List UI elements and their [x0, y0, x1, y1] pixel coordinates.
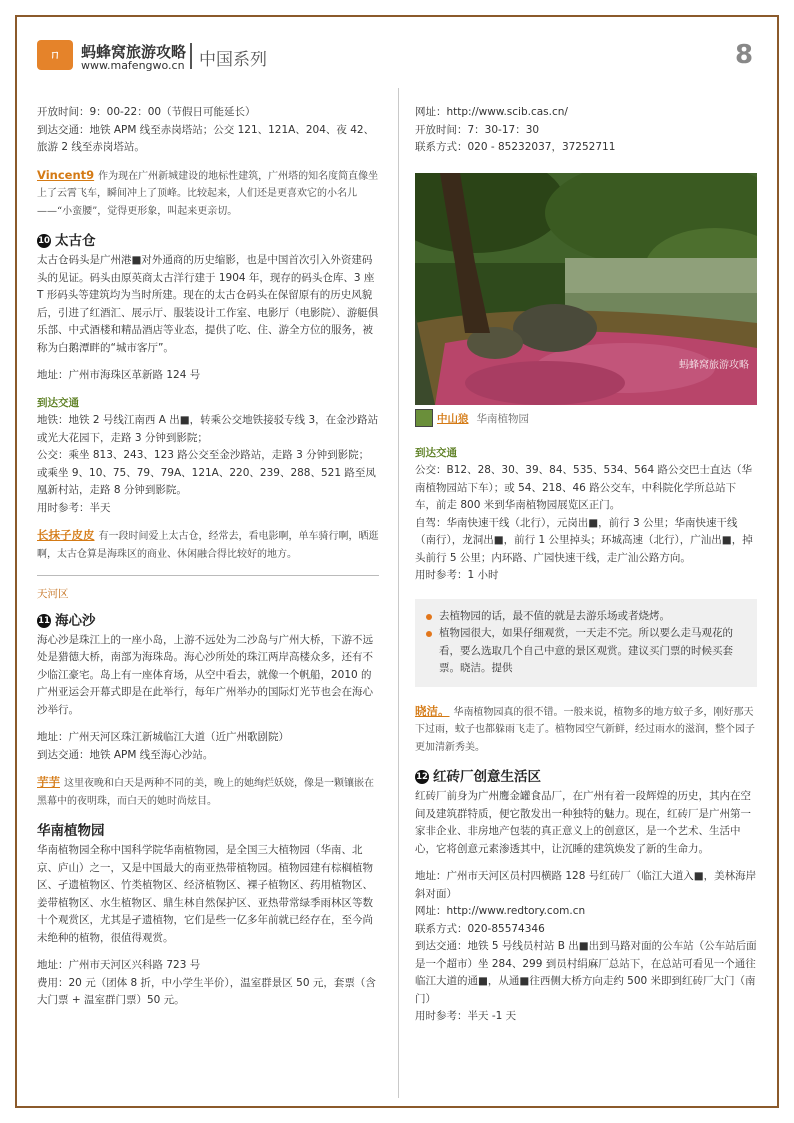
credit-username[interactable]: 中山狼: [437, 412, 469, 425]
brand-name: 蚂蜂窝旅游攻略: [81, 43, 187, 61]
avatar[interactable]: [415, 409, 433, 427]
contact-phone: 联系方式：020 - 85232037，37252711: [415, 141, 616, 153]
bus-info: 公交：B12、28、30、39、84、535、534、564 路公交巴士直达（华南植物园站下车）；或 54、218、46 路公交车，中科院化学所总站下车，前走 800 米到华南植物园展览区正门。: [415, 464, 752, 511]
number-badge-icon: 10: [38, 236, 50, 246]
right-column: [415, 104, 757, 1026]
section-divider: [37, 575, 379, 576]
duration: 用时参考：半天: [37, 501, 111, 514]
mafengwo-logo-icon: ㄇ: [37, 40, 73, 70]
comment-text: 华南植物园真的很不错。一般来说，植物多的地方蚊子多，刚好那天下过雨，蚊子也都躲雨飞走了。植物园空气新鲜，经过雨水的滋润，整个园子更加清新秀美。: [415, 706, 755, 753]
website[interactable]: 网址：http://www.redtory.com.cn: [415, 905, 586, 917]
section-description: 华南植物园全称中国科学院华南植物园，是全国三大植物园（华南、北京、庐山）之一，又是中国最大的南亚热带植物园。植物园建有棕榈植物区、孑遗植物区、竹类植物区、经济植物区、裸子植物区、药用植物区、姜带植物区、水生植物区、鼎生林自然保护区、亚热带常绿季雨林区等数十个观赏区，尤其是孑遗植物，它们是些一亿多年前就已经存在，至今尚未绝种的植物，很值得观赏。: [37, 844, 373, 944]
comment-text: 有一段时间爱上太古仓，经常去，看电影啊，单车骑行啊，晒逛啊，太古仓算是海珠区的商业、休闲融合得比较好的地方。: [37, 531, 379, 560]
section-title: 华南植物园: [37, 823, 105, 839]
credit-place: 华南植物园: [476, 412, 529, 425]
address: 地址：广州市海珠区革新路 124 号: [37, 369, 201, 381]
transport-info: 到达交通：地铁 5 号线员村站 B 出■出到马路对面的公车站（公车站后面是一个超市）坐 284、299 到员村绢麻厂总站下，在总站可看见一个通往临江大道的通■，从通■往西侧大桥方向走约 500 米即到红砖厂大门（南门）: [415, 940, 757, 1005]
section-description: 红砖厂前身为广州鹰金罐食品厂，在广州有着一段辉煌的历史，其内在空间及建筑群特质，便它散发出一种独特的魅力。现在，红砖厂是广州第一家非企业、非房地产包装的真正意义上的创意区，是一个艺术、生活中心，它将创意元素渗透其中，让沉睡的建筑焕发了新的生命力。: [415, 790, 751, 855]
opening-hours: 开放时间：7：30-17：30: [415, 123, 540, 136]
transport-heading: 到达交通: [415, 446, 457, 459]
number-badge-icon: 12: [416, 772, 428, 782]
website[interactable]: 网址：http://www.scib.cas.cn/: [415, 106, 568, 118]
brand-url[interactable]: www.mafengwo.cn: [81, 59, 185, 72]
driving-info: 自驾：华南快速干线（北行），元岗出■，前行 3 公里；华南快速干线（南行），龙洞出■，前行 1 公里掉头；环城高速（北行），广汕出■，掉头前行 5 公里；内环路、广园快速干线，走广汕公路方向。: [415, 516, 753, 564]
column-divider: [398, 88, 399, 1098]
section-title: [37, 230, 379, 252]
section-title: [37, 610, 379, 632]
bus-info: 公交：乘坐 813、243、123 路公交至金沙路站，走路 3 分钟到影院；或乘坐 9、10、75、79、79A、121A、220、239、288、521 路至凤凰新村站，走路 8 分钟到影院。: [37, 449, 376, 496]
tips-box: [415, 599, 757, 687]
transport-info: 到达交通：地铁 APM 线至海心沙站。: [37, 748, 214, 761]
duration: 用时参考：半天 -1 天: [415, 1010, 517, 1022]
page-header: [37, 38, 757, 78]
section-title: [415, 766, 757, 788]
canton-tower-hours: 开放时间：9：00-22：00（节假日可能延长）: [37, 106, 256, 118]
user-comment: [37, 167, 379, 221]
address: 地址：广州市天河区兴科路 723 号: [37, 959, 201, 971]
header-divider: [190, 43, 192, 69]
left-column: [37, 104, 379, 1010]
page-number: 8: [735, 40, 754, 70]
user-comment: [415, 703, 757, 757]
comment-username[interactable]: 芋芋: [37, 775, 60, 789]
duration: 用时参考：1 小时: [415, 569, 499, 581]
contact-phone: 联系方式：020-85574346: [415, 922, 545, 935]
section-description: 太古仓码头是广州港■对外通商的历史缩影，也是中国首次引入外资建码头的见证。码头由原英商太古洋行建于 1904 年，现存的码头仓库、3 座 T 形码头等建筑均为当时所建。现在的太古仓码头在保留原有的历史风貌后，引进了红酒汇、展示厅、服装设计工作室、电影厅（电影院）、游艇俱乐部、中式酒楼和精品酒店等业态，提供了吃、住、游全方位的服务，被称为白鹅潭畔的“城市客厅”。: [37, 254, 379, 354]
comment-username[interactable]: 晓洁。: [415, 703, 450, 718]
section-title-text: 红砖厂创意生活区: [433, 769, 541, 785]
comment-username[interactable]: 长抹子皮皮: [37, 528, 95, 542]
section-title-text: 海心沙: [55, 612, 96, 629]
district-label: 天河区: [37, 588, 69, 600]
comment-username[interactable]: Vincent9: [37, 167, 95, 182]
photo-credit: [415, 409, 757, 429]
fee-info: 费用：20 元（团体 8 折，中小学生半价），温室群景区 50 元，套票（含大门票 + 温室群门票）50 元。: [37, 976, 376, 1006]
transport-heading: 到达交通: [37, 396, 79, 409]
section-description: 海心沙是珠江上的一座小岛，上游不远处为二沙岛与广州大桥，下游不远处是猎德大桥，南部为海珠岛。海心沙所处的珠江两岸高楼众多，还有不少临江豪宅。岛上有一座体育场，从空中看去，就像一个帆船，2010 的广州亚运会开幕式即是在此举行，每年广州举办的国际灯光节也会在海心沙举行。: [37, 633, 373, 716]
botanical-garden-photo: [415, 173, 757, 405]
photo-watermark: 蚂蜂窝旅游攻略: [679, 360, 749, 371]
series-title: 中国系列: [199, 50, 267, 70]
section-title-text: 太古仓: [55, 233, 96, 249]
comment-text: 这里夜晚和白天是两种不同的美，晚上的她绚烂妖娆，像是一颗镶嵌在黑幕中的夜明珠，而白天的她时尚炫目。: [37, 778, 374, 807]
user-comment: [37, 527, 379, 563]
tip-item: 去植物园的话，最不值的就是去游乐场或者烧烤。: [425, 608, 747, 626]
number-badge-icon: 11: [38, 615, 50, 626]
user-comment: [37, 774, 379, 810]
tip-item: 植物园很大，如果仔细观赏，一天走不完。所以要么走马观花的看，要么选取几个自己中意的景区观赏。建议买门票的时候买套票。晓洁。提供: [425, 625, 747, 678]
address: 地址：广州市天河区员村四横路 128 号红砖厂（临江大道入■，美林海岸斜对面）: [415, 870, 757, 900]
comment-text: 作为现在广州新城建设的地标性建筑，广州塔的知名度简直像坐上了云霄飞车，瞬间冲上了顶峰。比较起来，人们还是更喜欢它的小名儿——“小蛮腰”，觉得更形象，叫起来更亲切。: [37, 170, 379, 217]
canton-tower-transport: 到达交通：地铁 APM 线至赤岗塔站；公交 121、121A、204、夜 42、旅游 2 线至赤岗塔站。: [37, 123, 375, 153]
metro-info: 地铁：地铁 2 号线江南西 A 出■，转乘公交地铁接驳专线 3，在金沙路站或光大花园下，走路 3 分钟到影院；: [37, 414, 379, 444]
address: 地址：广州天河区珠江新城临江大道（近广州歌剧院）: [37, 731, 289, 743]
